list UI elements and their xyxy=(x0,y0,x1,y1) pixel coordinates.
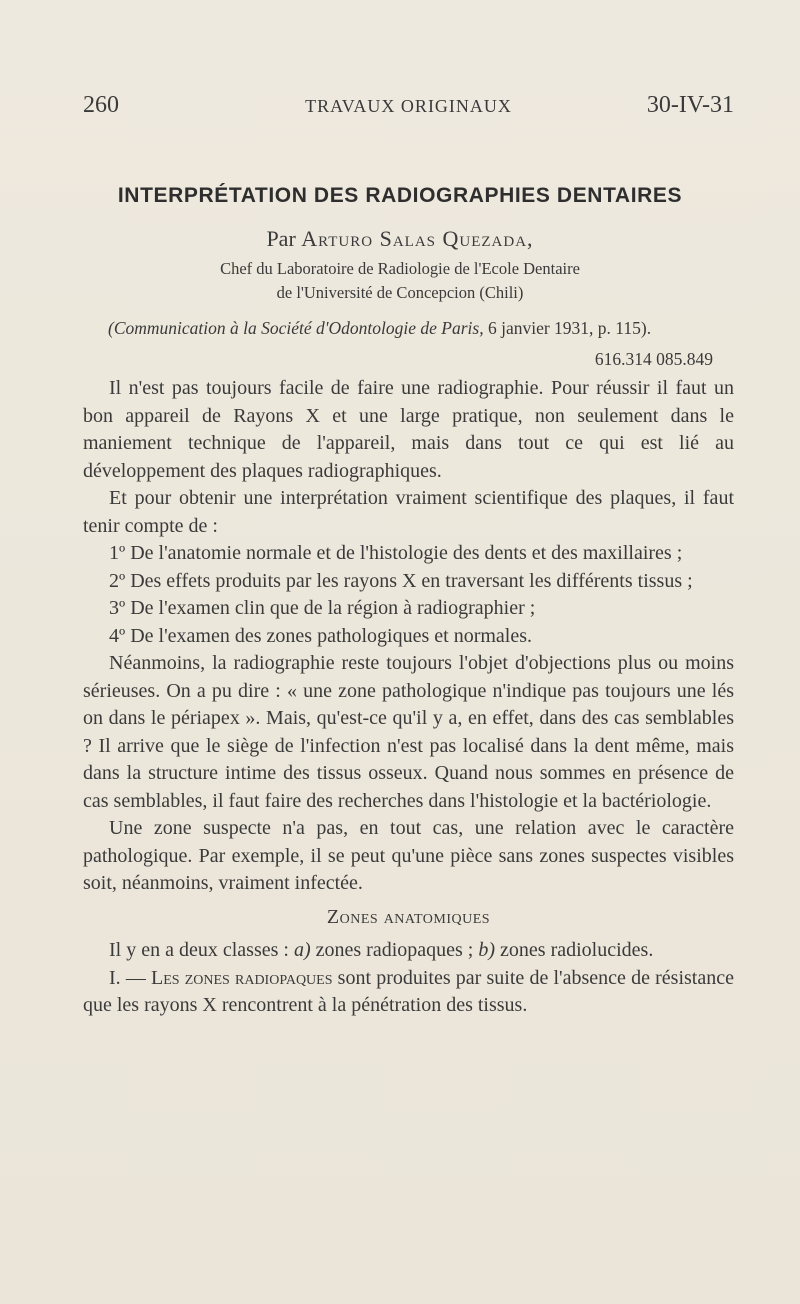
paragraph: Et pour obtenir une interprétation vraiment scientifique des plaques, il faut tenir compte de : xyxy=(83,487,734,537)
classification-code: 616.314 085.849 xyxy=(594,349,713,369)
item-I-prefix: I. — xyxy=(109,966,151,989)
list-item: 2º Des effets produits par les rayons X en traversant les différents tissus ; xyxy=(109,569,693,592)
item-I-heading: Les zones radiopaques xyxy=(151,966,333,989)
item-I-text: sont produites par suite de l'absence de résistance que les rayons X rencontrent à la pénétration des tissus. xyxy=(83,966,734,1016)
article-body xyxy=(83,375,734,1020)
list-item: 3º De l'examen clin que de la région à radiographier ; xyxy=(109,597,536,619)
list-item: 4º De l'examen des zones pathologiques et normales. xyxy=(109,624,533,647)
class-a-label: a) xyxy=(293,939,311,961)
author-prefix: Par xyxy=(266,226,296,251)
class-b-label: b) xyxy=(478,939,496,961)
paragraph: Il n'est pas toujours facile de faire une radiographie. Pour réussir il faut un bon appareil de Rayons X et une large pratique, non seulement dans le maniement technique de l'appareil, mais dans tout ce qui est lié au développement des plaques radiographiques. xyxy=(83,377,734,482)
issue-date: 30-IV-31 xyxy=(646,92,734,118)
paragraph: Néanmoins, la radiographie reste toujours l'objet d'objections plus ou moins sérieuses. On a pu dire : « une zone pathologique n'indique pas toujours une lés on dans le périapex ». Mais, qu'est-ce qu'il y a, en effet, dans des cas semblables ? Il arrive que le siège de l'infection n'est pas localisé dans la dent même, mais dans la structure intime des tissus osseux. Quand nous sommes en présence de cas semblables, il faut faire des recherches dans l'histologie et la bactériologie. xyxy=(83,652,734,812)
class-b-text: zones radiolucides. xyxy=(495,939,654,961)
paragraph: Une zone suspecte n'a pas, en tout cas, une relation avec le caractère pathologique. Par exemple, il se peut qu'une pièce sans zones suspectes visibles soit, néanmoins, vraiment infectée. xyxy=(83,817,734,894)
classes-intro: Il y en a deux classes : xyxy=(109,939,294,961)
list-item: 1º De l'anatomie normale et de l'histologie des dents et des maxillaires ; xyxy=(109,542,683,564)
communication-note xyxy=(108,318,651,339)
class-a-text: zones radiopaques ; xyxy=(310,939,479,961)
running-header xyxy=(83,92,734,122)
page-number: 260 xyxy=(83,92,119,118)
affiliation-line-1: Chef du Laboratoire de Radiologie de l'Ecole Dentaire xyxy=(220,259,580,278)
running-title: TRAVAUX ORIGINAUX xyxy=(305,96,512,116)
paragraph-item-I xyxy=(83,965,734,1020)
paragraph-classes xyxy=(83,937,734,965)
author-name: Arturo Salas Quezada, xyxy=(301,226,534,251)
article-title: INTERPRÉTATION DES RADIOGRAPHIES DENTAIRES xyxy=(117,184,683,207)
section-heading: Zones anatomiques xyxy=(326,905,491,928)
affiliation-line-2: de l'Université de Concepcion (Chili) xyxy=(276,283,524,302)
author-line xyxy=(0,226,800,252)
communication-source: (Communication à la Société d'Odontologie de Paris, xyxy=(108,318,484,338)
communication-date: 6 janvier 1931, p. 115). xyxy=(483,318,652,338)
